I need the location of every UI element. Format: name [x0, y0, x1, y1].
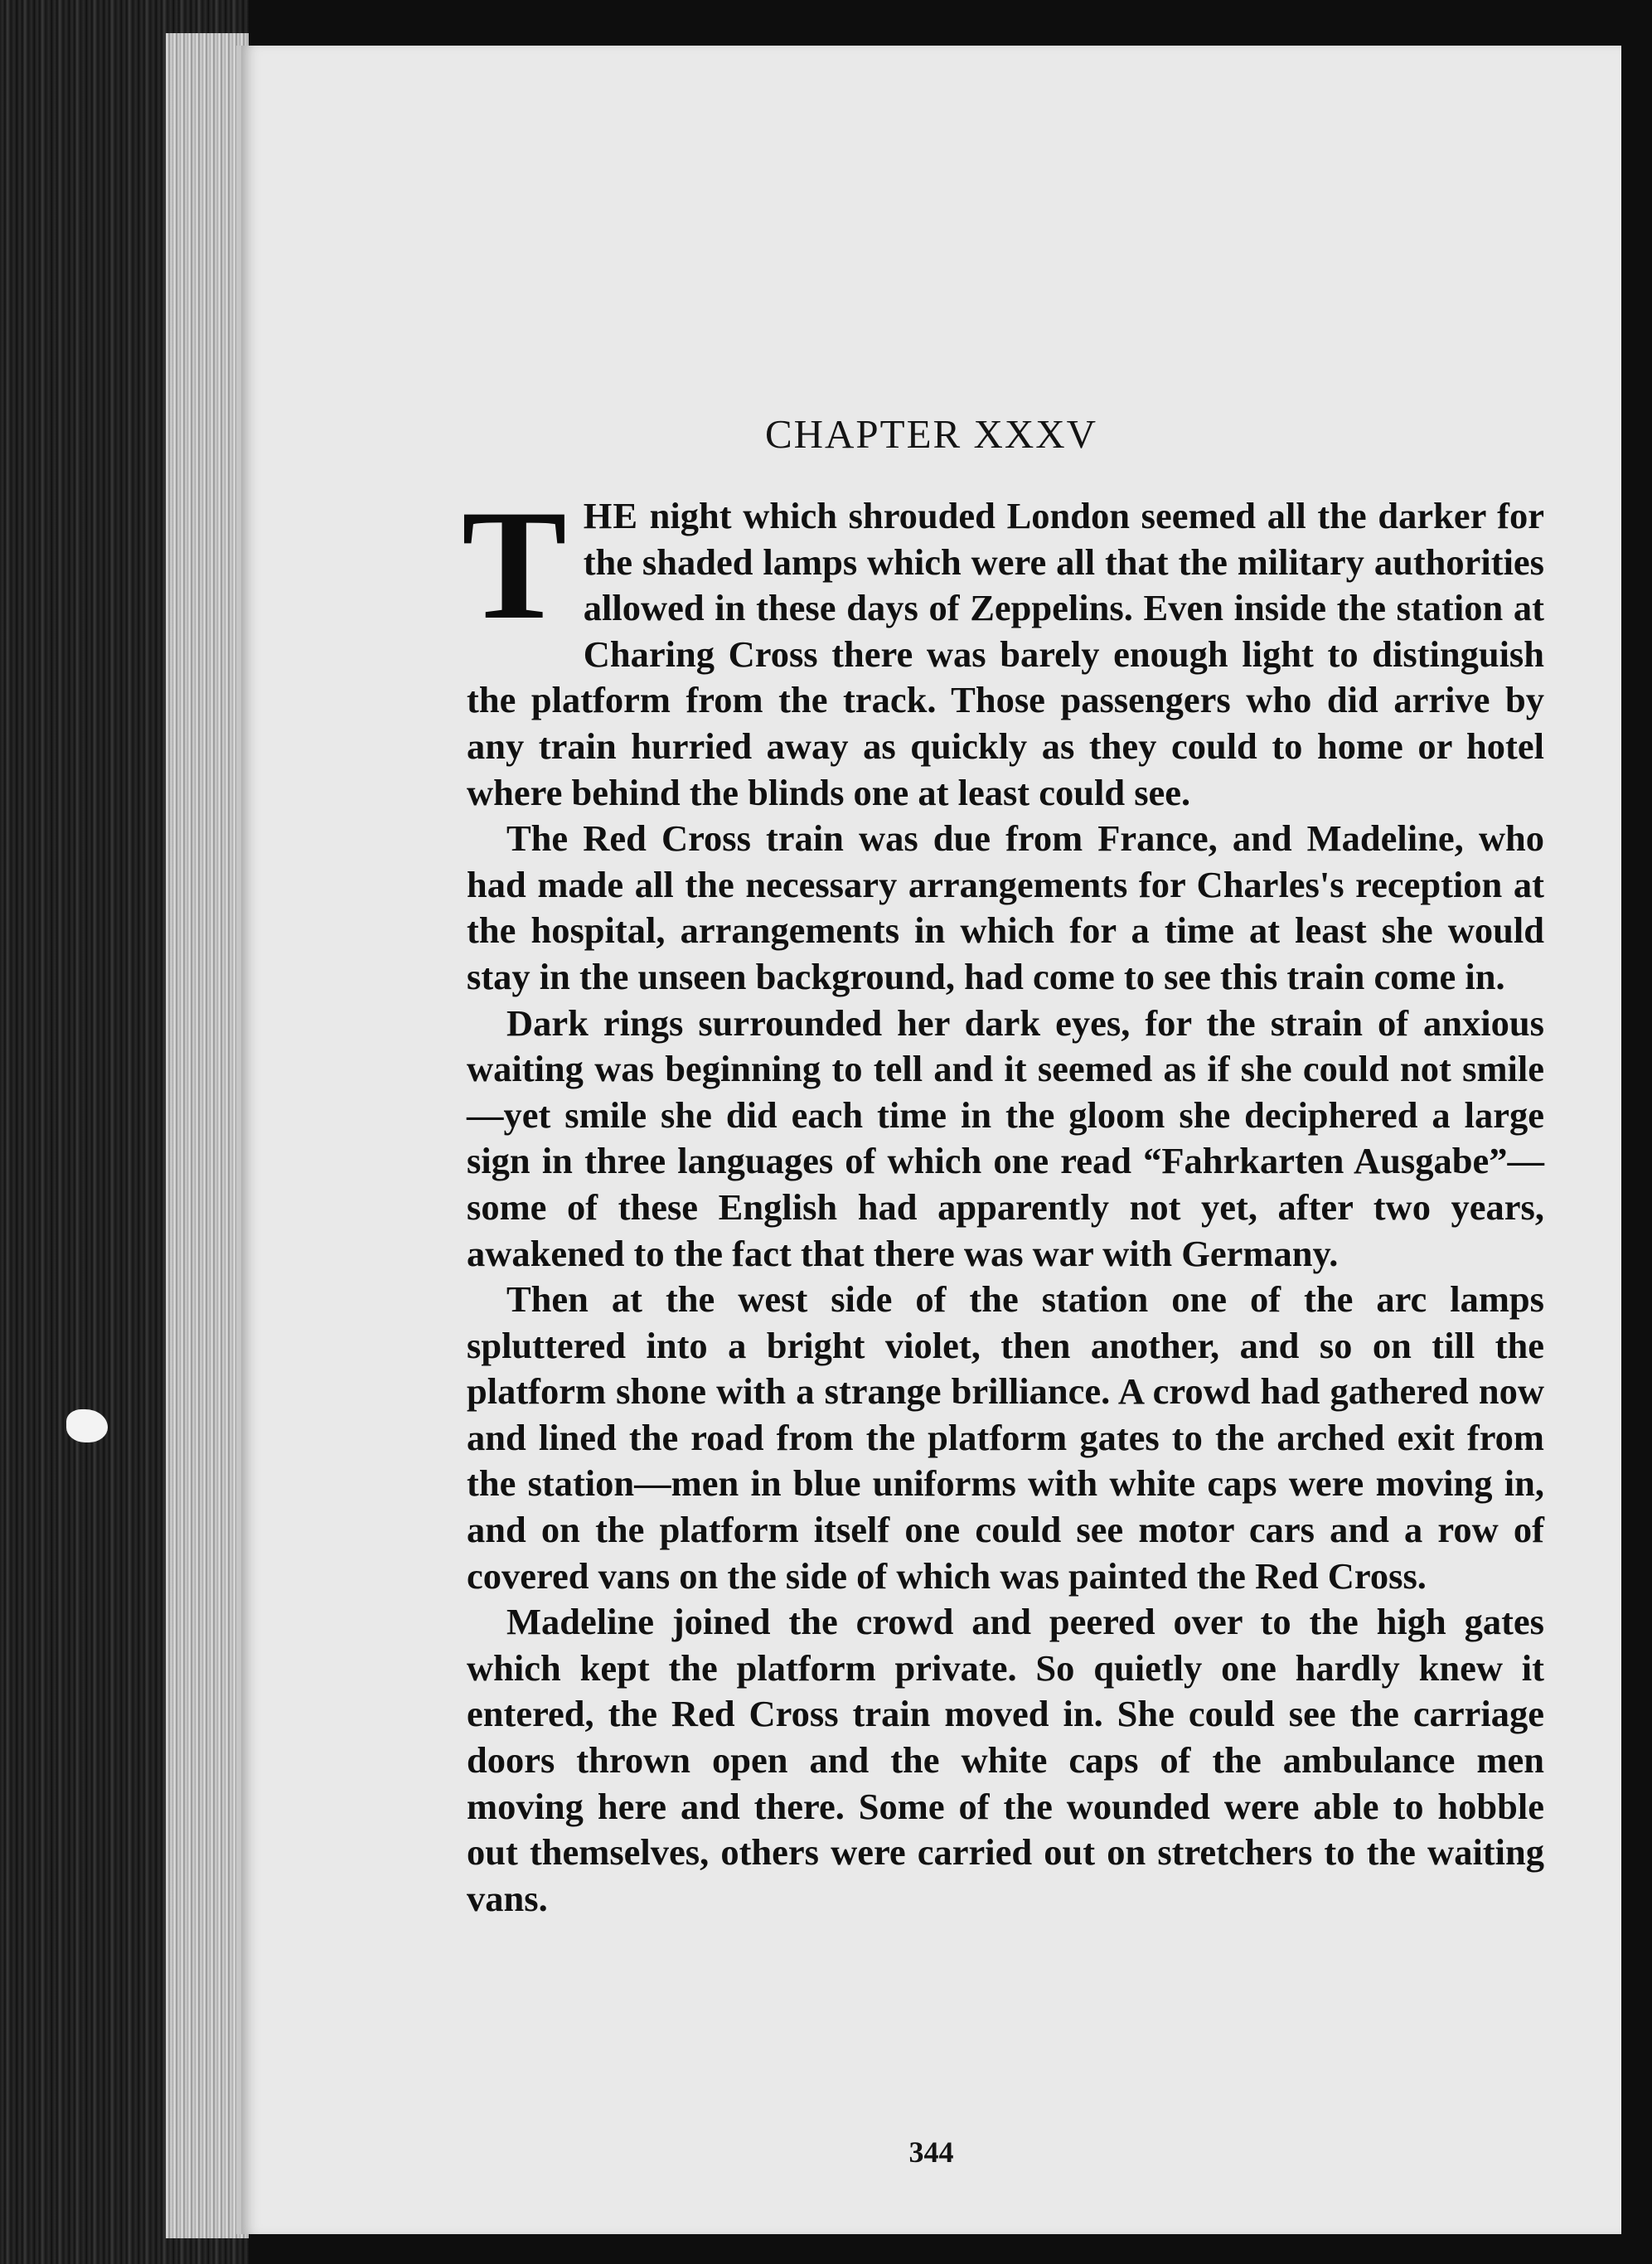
paragraph-1-text: night which shrouded London seemed all the darker for the shaded lamps which were all that the military authorities allowed in these days of Zeppelins. Even inside the station at Charing Cross there was barely enough light to distinguish the platform from the track. Those passengers who did arrive by any train hurried away as quickly as they could to home or hotel where behind the blinds one at least could see.: [467, 495, 1544, 813]
chapter-text: [462, 478, 1544, 1922]
first-word-rest: HE: [583, 495, 639, 536]
paragraph-1: [462, 478, 1544, 816]
book-page: [236, 46, 1621, 2234]
drop-cap: T: [462, 478, 567, 652]
paragraph-5: Madeline joined the crowd and peered over to the high gates which kept the platform private. So quietly one hardly knew it entered, the Red Cross train moved in. She could see the carriage doors thrown open and the white caps of the ambulance men moving here and there. Some of the wounded were able to hobble out themselves, others were carried out on stretchers to the waiting vans.: [467, 1601, 1544, 1919]
stain-mark: [66, 1409, 108, 1442]
page-number: 344: [908, 2136, 954, 2169]
book-edge: [0, 0, 249, 2264]
paragraph-2: The Red Cross train was due from France, and Madeline, who had made all the necessary arrangements for Charles's reception at the hospital, arrangements in which for a time at least she would stay in the unseen background, had come to see this train come in.: [467, 817, 1544, 997]
chapter-title: CHAPTER XXXV: [764, 411, 1098, 457]
paragraph-4: Then at the west side of the station one of the arc lamps spluttered into a bright violet, then another, and so on till the platform shone with a strange brilliance. A crowd had gathered now and lined the road from the platform gates to the arched exit from the station—men in blue uniforms with white caps were moving in, and on the platform itself one could see motor cars and a row of covered vans on the side of which was painted the Red Cross.: [467, 1278, 1544, 1597]
paragraph-3: Dark rings surrounded her dark eyes, for the strain of anxious waiting was beginning to tell and it seemed as if she could not smile—yet smile she did each time in the gloom she deciphered a large sign in three languages of which one read “Fahrkarten Ausgabe”—some of these English had apparently not yet, after two years, awakened to the fact that there was war with Germany.: [467, 1001, 1544, 1274]
